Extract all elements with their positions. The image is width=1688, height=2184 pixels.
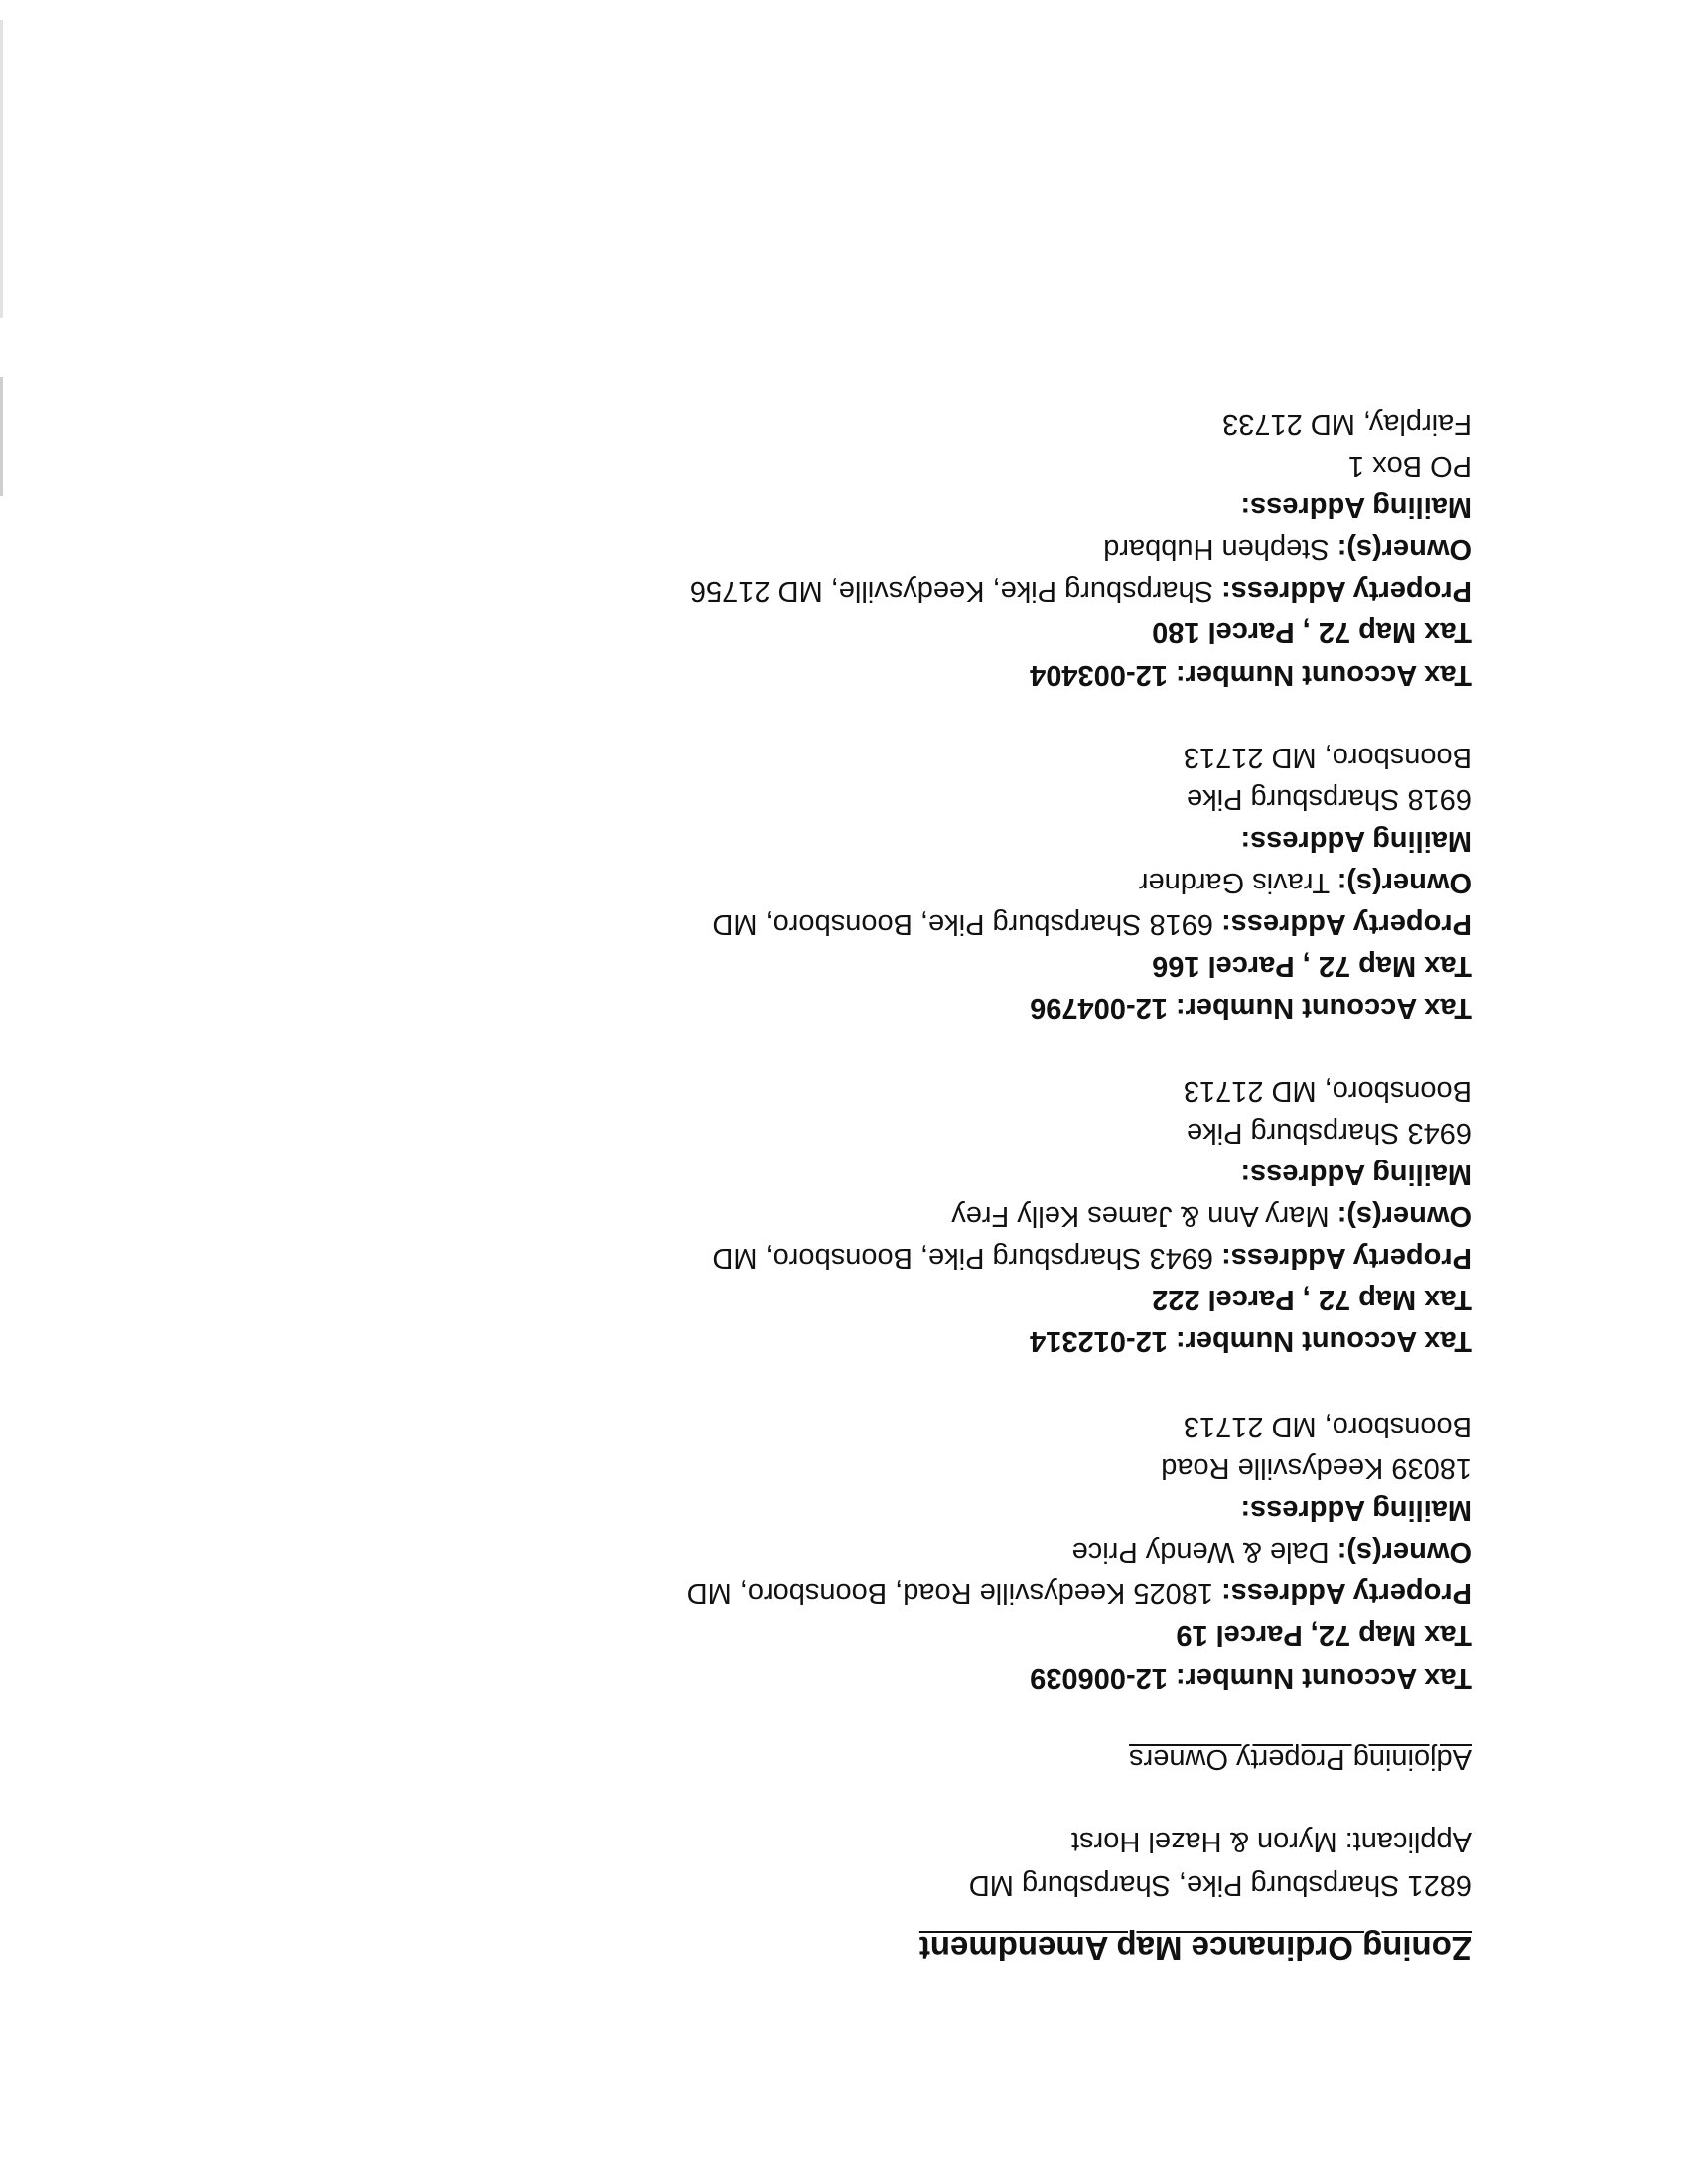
property-address-1: Property Address: 18025 Keedysville Road, Boonsboro, MD <box>686 1577 1472 1609</box>
property-address-2: Property Address: 6943 Sharpsburg Pike, Boonsboro, MD <box>712 1242 1472 1274</box>
mailing-street-1: 18039 Keedysville Road <box>1161 1452 1472 1484</box>
applicant-line: Applicant: Myron & Hazel Horst <box>1071 1826 1472 1857</box>
mailing-street-2: 6943 Sharpsburg Pike <box>1187 1117 1472 1149</box>
mailing-city-3: Boonsboro, MD 21713 <box>1183 742 1472 773</box>
owner-4: Owner(s): Stephen Hubbard <box>1103 533 1472 565</box>
tax-account-number-4: Tax Account Number: 12-003404 <box>1030 659 1472 691</box>
tax-map-parcel-2: Tax Map 72 , Parcel 222 <box>1152 1284 1472 1315</box>
mailing-label-1: Mailing Address: <box>1240 1494 1472 1526</box>
scan-edge-mark <box>0 20 3 318</box>
owner-2: Owner(s): Mary Ann & James Kelly Frey <box>951 1200 1472 1232</box>
mailing-street-3: 6918 Sharpsburg Pike <box>1187 783 1472 815</box>
tax-map-parcel-4: Tax Map 72 , Parcel 180 <box>1152 616 1472 648</box>
owner-3: Owner(s): Travis Gardner <box>1138 867 1472 898</box>
mailing-city-4: Fairplay, MD 21733 <box>1222 408 1472 440</box>
tax-map-parcel-3: Tax Map 72 , Parcel 166 <box>1152 950 1472 982</box>
property-address-3: Property Address: 6918 Sharpsburg Pike, Boonsboro, MD <box>712 908 1472 940</box>
page-title: Zoning Ordinance Map Amendment <box>918 1930 1472 1967</box>
tax-account-number-2: Tax Account Number: 12-012314 <box>1030 1325 1472 1357</box>
scan-edge-mark <box>0 377 3 496</box>
owner-1: Owner(s): Dale & Wendy Price <box>1071 1536 1472 1568</box>
mailing-city-2: Boonsboro, MD 21713 <box>1183 1075 1472 1107</box>
tax-account-number-1: Tax Account Number: 12-006039 <box>1030 1662 1472 1694</box>
mailing-label-3: Mailing Address: <box>1240 825 1472 857</box>
section-heading: Adjoining Property Owners <box>1129 1743 1472 1775</box>
tax-account-number-3: Tax Account Number: 12-004796 <box>1030 992 1472 1024</box>
mailing-label-4: Mailing Address: <box>1240 491 1472 523</box>
mailing-label-2: Mailing Address: <box>1240 1159 1472 1190</box>
mailing-city-1: Boonsboro, MD 21713 <box>1183 1411 1472 1442</box>
site-address: 6821 Sharpsburg Pike, Sharpsburg MD <box>968 1869 1472 1901</box>
property-address-4: Property Address: Sharpsburg Pike, Keedysville, MD 21756 <box>689 575 1472 607</box>
tax-map-parcel-1: Tax Map 72, Parcel 19 <box>1176 1619 1472 1651</box>
mailing-street-4: PO Box 1 <box>1347 450 1472 481</box>
